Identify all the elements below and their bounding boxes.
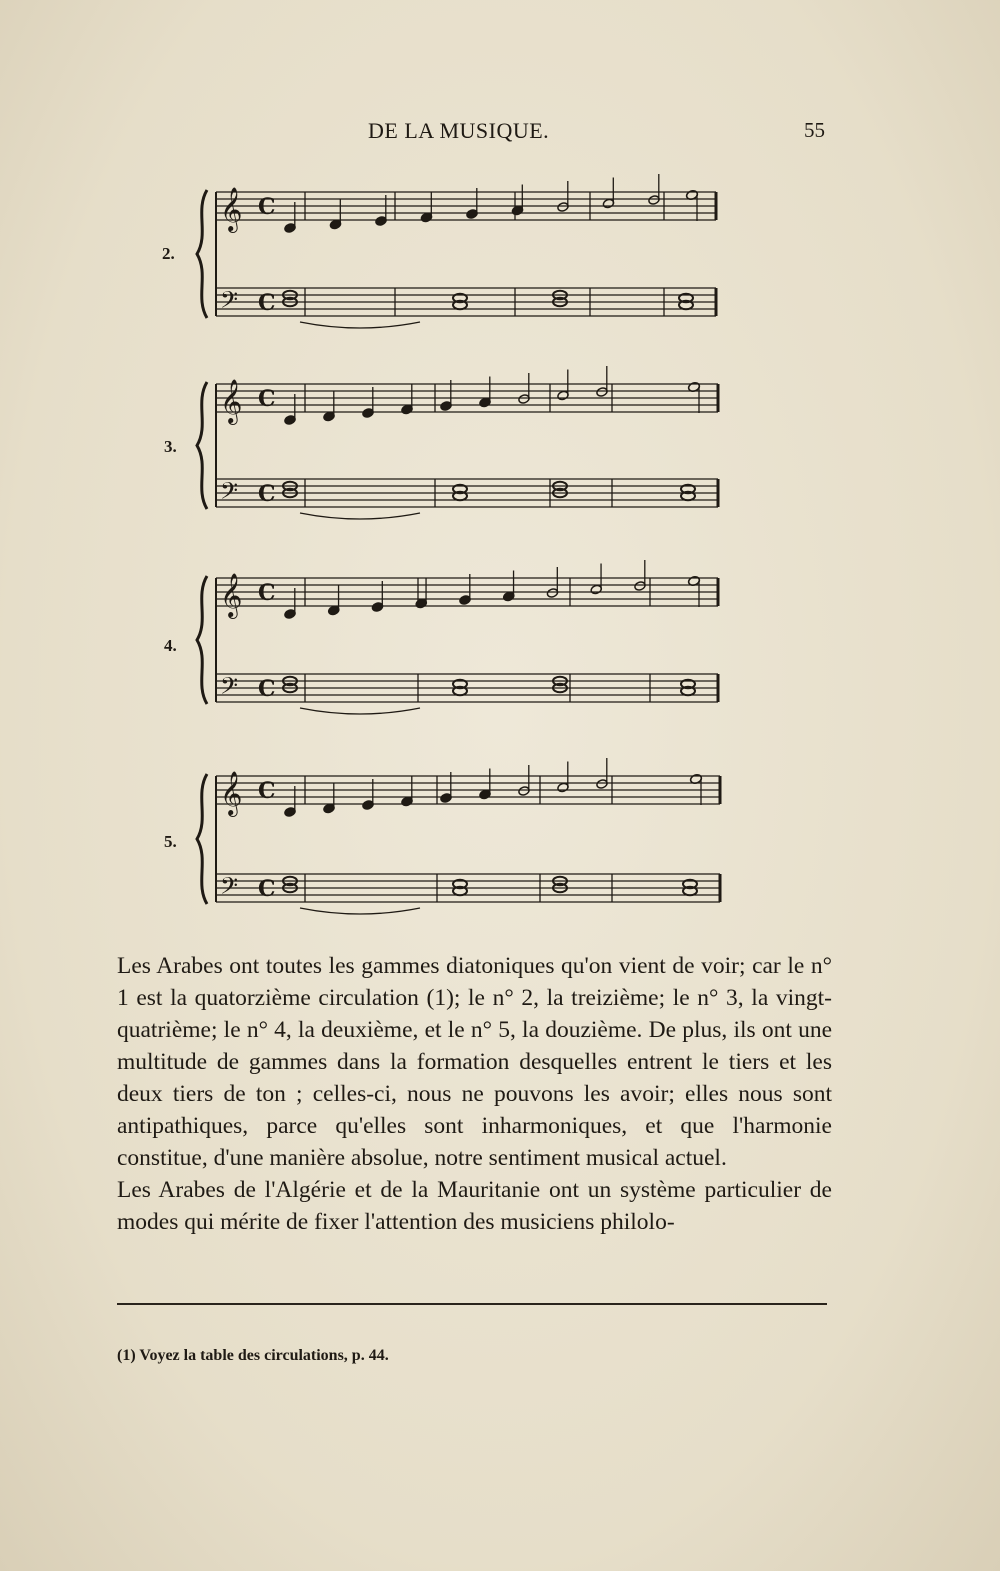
- example-number-5: 5.: [164, 832, 177, 851]
- time-signature: C: [258, 194, 276, 220]
- brace-icon: [197, 576, 207, 704]
- time-signature: C: [258, 676, 276, 702]
- tie: [300, 908, 420, 914]
- page-number: 55: [804, 118, 825, 142]
- body-text: [117, 950, 832, 1238]
- treble-clef-icon: 𝄞: [220, 379, 243, 423]
- time-signature: C: [258, 778, 276, 804]
- bass-clef-icon: 𝄢: [220, 286, 239, 319]
- footnote: (1) Voyez la table des circulations, p. 44.: [117, 1347, 389, 1364]
- brace-icon: [197, 382, 207, 509]
- brace-icon: [197, 190, 207, 318]
- example-number-4: 4.: [164, 636, 177, 655]
- example-number-2: 2.: [162, 244, 175, 263]
- bass-clef-icon: 𝄢: [220, 672, 239, 705]
- paragraph-1: Les Arabes ont toutes les gammes diatoniques qu'on vient de voir; car le n° 1 est la quatorzième circulation (1); le n° 2, la treizième; le n° 3, la vingt-quatrième; le n° 4, la deuxième, et le n° 5, la douzième. De plus, ils ont une multitude de gammes dans la formation desquelles entrent le tiers et les deux tiers de ton ; celles-ci, nous ne pouvons les avoir; elles nous sont antipathiques, parce qu'elles sont inharmoniques, et que l'harmonie constitue, d'une manière absolue, notre sentiment musical actuel.: [117, 953, 832, 1171]
- tie: [300, 322, 420, 328]
- tie: [300, 513, 420, 519]
- time-signature: C: [258, 481, 276, 507]
- time-signature: C: [258, 876, 276, 902]
- tie: [300, 708, 420, 714]
- footnote-rule: [117, 1303, 827, 1305]
- treble-clef-icon: 𝄞: [220, 187, 243, 231]
- bass-clef-icon: 𝄢: [220, 872, 239, 905]
- running-title: DE LA MUSIQUE.: [368, 118, 550, 143]
- time-signature: C: [258, 580, 276, 606]
- treble-clef-icon: 𝄞: [220, 573, 243, 617]
- example-number-3: 3.: [164, 437, 177, 456]
- treble-clef-icon: 𝄞: [220, 771, 243, 815]
- paragraph-2: Les Arabes de l'Algérie et de la Mauritanie ont un système particulier de modes qui mérite de fixer l'attention des musiciens philolo-: [117, 1177, 832, 1235]
- time-signature: C: [258, 290, 276, 316]
- bass-clef-icon: 𝄢: [220, 477, 239, 510]
- time-signature: C: [258, 386, 276, 412]
- brace-icon: [197, 774, 207, 904]
